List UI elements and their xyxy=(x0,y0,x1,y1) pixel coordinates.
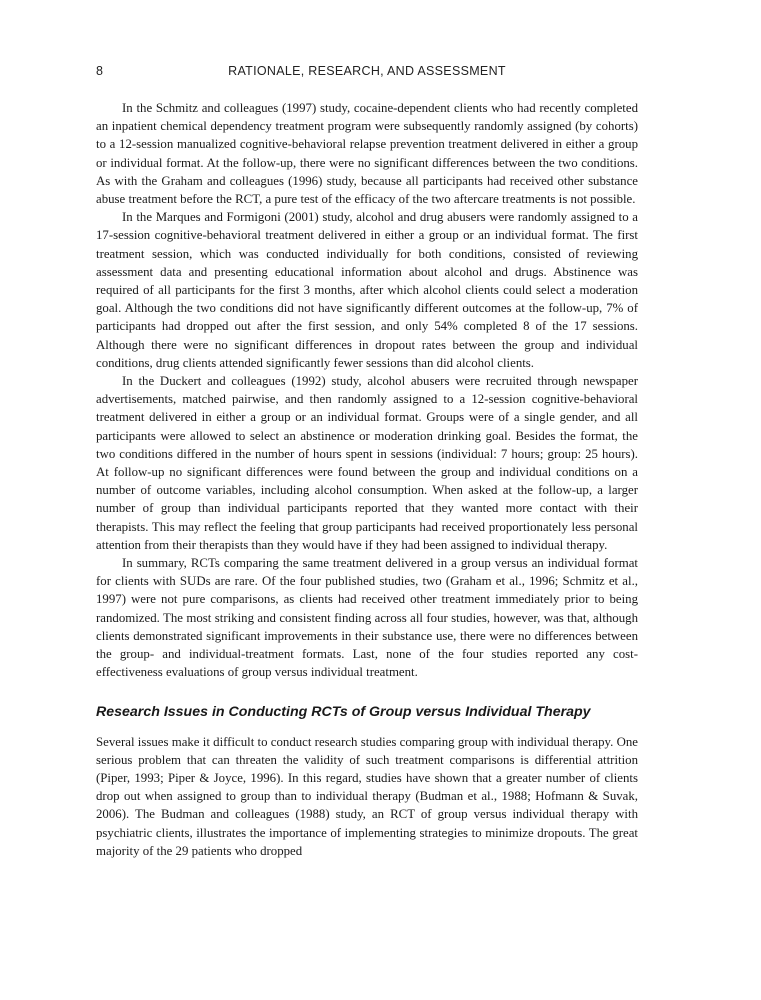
paragraph-marques: In the Marques and Formigoni (2001) study, alcohol and drug abusers were randomly assigned to a 17-session cognitive-behavioral treatment delivered in either a group or an individual format. The first treatment session, which was conducted individually for both conditions, consisted of reviewing assessment data and presenting educational information about alcohol and drugs. Abstinence was required of all participants for the first 3 months, after which alcohol clients could select a moderation goal. Although the two conditions did not have significantly different outcomes at the follow-up, 7% of participants had dropped out after the first session, and only 54% completed 8 of the 17 sessions. Although there were no significant differences in dropout rates between the group and individual conditions, drug clients attended significantly fewer sessions than did alcohol clients. xyxy=(96,210,638,370)
paragraph-summary: In summary, RCTs comparing the same treatment delivered in a group versus an individual format for clients with SUDs are rare. Of the four published studies, two (Graham et al., 1996; Schmitz et al., 1997) were not pure comparisons, as clients had received other treatment immediately prior to being randomized. The most striking and consistent finding across all four studies, however, was that, although clients demonstrated significant improvements in their substance use, there were no differences between the group- and individual-treatment formats. Last, none of the four studies reported any cost-effectiveness evaluations of group versus individual treatment. xyxy=(96,556,638,680)
body-text xyxy=(96,99,638,860)
running-title: RATIONALE, RESEARCH, AND ASSESSMENT xyxy=(228,64,506,78)
paragraph-schmitz: In the Schmitz and colleagues (1997) study, cocaine-dependent clients who had recently completed an inpatient chemical dependency treatment program were subsequently randomly assigned (by cohorts) to a 12-session manualized cognitive-behavioral relapse prevention treatment delivered in either a group or individual format. At the follow-up, there were no significant differences between the two conditions. As with the Graham and colleagues (1996) study, because all participants had received other substance abuse treatment before the RCT, a pure test of the efficacy of the two aftercare treatments is not possible. xyxy=(96,101,638,207)
page-number: 8 xyxy=(96,64,104,78)
section-heading: Research Issues in Conducting RCTs of Group versus Individual Therapy xyxy=(96,703,591,720)
paragraph-research-issues: Several issues make it difficult to conduct research studies comparing group with individual therapy. One serious problem that can threaten the validity of such treatment comparisons is differential attrition (Piper, 1993; Piper & Joyce, 1996). In this regard, studies have shown that a greater number of clients drop out when assigned to group than to individual therapy (Budman et al., 1988; Hofmann & Suvak, 2006). The Budman and colleagues (1988) study, an RCT of group versus individual therapy with psychiatric clients, illustrates the importance of implementing strategies to minimize dropouts. The great majority of the 29 patients who dropped xyxy=(96,734,638,858)
running-head xyxy=(96,64,638,82)
paragraph-duckert: In the Duckert and colleagues (1992) study, alcohol abusers were recruited through newspaper advertisements, matched pairwise, and then randomly assigned to a 12-session cognitive-behavioral treatment delivered in either a group or an individual format. Groups were of a single gender, and all participants were allowed to select an abstinence or moderation drinking goal. Besides the format, the two conditions differed in the number of hours spent in sessions (individual: 7 hours; group: 25 hours). At follow-up no significant differences were found between the group and individual conditions on a number of outcome variables, including alcohol consumption. When asked at the follow-up, a larger number of group than individual participants reported that they wanted more contact with their therapists. This may reflect the feeling that group participants had received proportionately less personal attention from their therapists than they would have if they had been assigned to individual therapy. xyxy=(96,374,638,552)
